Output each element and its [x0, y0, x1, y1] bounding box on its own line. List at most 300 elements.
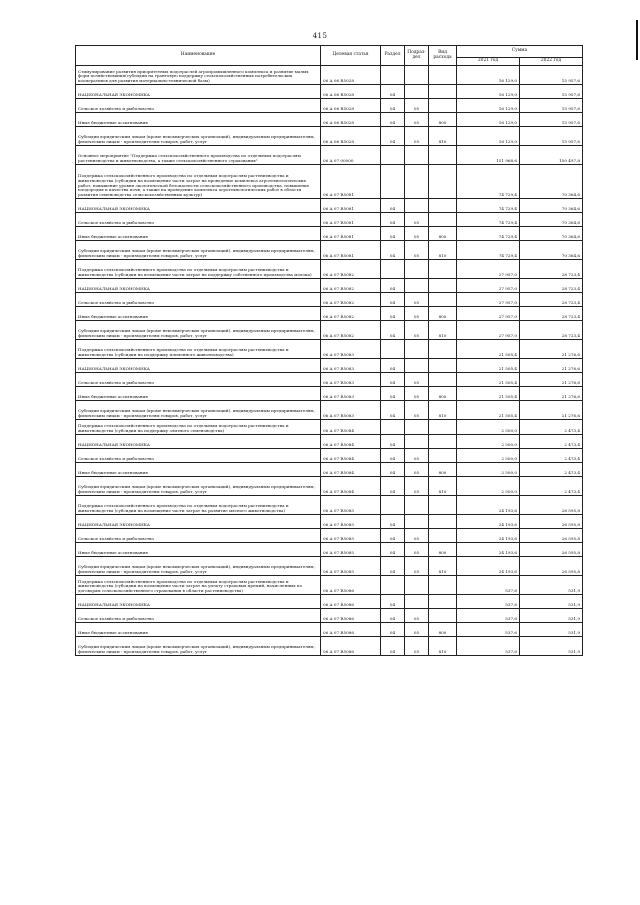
- cell-sum-2021: 16 129,0: [457, 85, 520, 99]
- cell-subsection: [405, 576, 429, 595]
- cell-expense-type: [429, 609, 457, 623]
- cell-name: Поддержка сельскохозяйственного производства по отдельным подотраслям растениеводства и животноводства (субсидии на поддержку племенного животноводства): [76, 340, 321, 359]
- cell-sum-2021: 537,6: [457, 623, 520, 637]
- cell-name: Иные бюджетные ассигнования: [76, 227, 321, 241]
- cell-sum-2022: 2 473,4: [520, 435, 583, 449]
- cell-subsection: 05: [405, 463, 429, 477]
- cell-name: Поддержка сельскохозяйственного производства по отдельным подотраслям растениеводства и животноводства (субсидии на возмещение части затрат на поддержку собственного производства молока): [76, 260, 321, 279]
- cell-sum-2021: 2 500,0: [457, 449, 520, 463]
- cell-subsection: [405, 595, 429, 609]
- table-row: [76, 576, 583, 595]
- cell-expense-type: 800: [429, 387, 457, 401]
- cell-name: Поддержка сельскохозяйственного производства по отдельным подотраслям растениеводства и животноводства (субсидии на возмещение части затрат на развитие мясного животноводства): [76, 496, 321, 515]
- cell-name: Субсидии юридическим лицам (кроме некоммерческих организаций), индивидуальным предпринимателям, физическим лицам - производителям товаров, работ, услуг: [76, 477, 321, 496]
- cell-target-code: 06 А 07 R5084: [321, 477, 381, 496]
- cell-sum-2021: 151 968,6: [457, 146, 520, 165]
- cell-sum-2022: 28 723,4: [520, 321, 583, 340]
- cell-expense-type: [429, 293, 457, 307]
- cell-expense-type: [429, 529, 457, 543]
- cell-sum-2021: 21 505,4: [457, 373, 520, 387]
- cell-subsection: 05: [405, 241, 429, 260]
- cell-subsection: 05: [405, 557, 429, 576]
- cell-expense-type: 810: [429, 401, 457, 420]
- cell-expense-type: [429, 435, 457, 449]
- table-row: [76, 113, 583, 127]
- cell-name: Основное мероприятие "Поддержка сельскохозяйственного производства по отдельным подотраслям растениеводства и животноводства, а также сельскохозяйственного страхования": [76, 146, 321, 165]
- cell-sum-2022: 15 957,6: [520, 99, 583, 113]
- cell-expense-type: [429, 449, 457, 463]
- cell-sum-2021: 16 129,0: [457, 66, 520, 85]
- cell-target-code: 06 А 06 R5028: [321, 113, 381, 127]
- cell-name: Иные бюджетные ассигнования: [76, 387, 321, 401]
- cell-sum-2022: 531,9: [520, 637, 583, 656]
- cell-sum-2021: 24 193,6: [457, 515, 520, 529]
- cell-target-code: 06 А 07 R5082: [321, 279, 381, 293]
- header-year-2021: 2021 год: [457, 58, 520, 66]
- cell-expense-type: 800: [429, 623, 457, 637]
- cell-section: 04: [381, 113, 405, 127]
- table-row: [76, 213, 583, 227]
- cell-sum-2022: 2 473,4: [520, 477, 583, 496]
- cell-sum-2021: 2 500,0: [457, 463, 520, 477]
- table-row: [76, 373, 583, 387]
- cell-sum-2021: 27 957,0: [457, 279, 520, 293]
- cell-sum-2022: 26 595,8: [520, 529, 583, 543]
- cell-subsection: 05: [405, 227, 429, 241]
- table-row: [76, 595, 583, 609]
- cell-section: 04: [381, 307, 405, 321]
- cell-name: НАЦИОНАЛЬНАЯ ЭКОНОМИКА: [76, 435, 321, 449]
- cell-target-code: 06 А 07 R5085: [321, 557, 381, 576]
- table-row: [76, 515, 583, 529]
- cell-sum-2022: 28 723,4: [520, 260, 583, 279]
- cell-section: 04: [381, 623, 405, 637]
- cell-sum-2022: 531,9: [520, 623, 583, 637]
- cell-target-code: 06 А 06 R5028: [321, 127, 381, 146]
- cell-expense-type: [429, 515, 457, 529]
- cell-expense-type: [429, 595, 457, 609]
- table-row: [76, 127, 583, 146]
- cell-section: [381, 420, 405, 435]
- cell-sum-2022: 21 276,6: [520, 387, 583, 401]
- cell-name: Сельское хозяйство и рыболовство: [76, 293, 321, 307]
- cell-section: 04: [381, 637, 405, 656]
- cell-sum-2021: 16 129,0: [457, 127, 520, 146]
- cell-sum-2022: 15 957,6: [520, 66, 583, 85]
- cell-section: 04: [381, 609, 405, 623]
- cell-name: Субсидии юридическим лицам (кроме некоммерческих организаций), индивидуальным предпринимателям, физическим лицам - производителям товаров, работ, услуг: [76, 637, 321, 656]
- table-row: [76, 279, 583, 293]
- cell-name: Иные бюджетные ассигнования: [76, 113, 321, 127]
- table-row: [76, 623, 583, 637]
- cell-subsection: 05: [405, 307, 429, 321]
- cell-target-code: 06 А 07 R5082: [321, 260, 381, 279]
- table-row: [76, 165, 583, 199]
- cell-name: Поддержка сельскохозяйственного производства по отдельным подотраслям растениеводства и животноводства (субсидии на поддержку элитного семеноводства): [76, 420, 321, 435]
- cell-subsection: 05: [405, 321, 429, 340]
- cell-target-code: 06 А 07 R5081: [321, 241, 381, 260]
- table-row: [76, 66, 583, 85]
- cell-expense-type: [429, 340, 457, 359]
- cell-target-code: 06 А 07 R5082: [321, 293, 381, 307]
- cell-sum-2021: 24 193,6: [457, 557, 520, 576]
- cell-section: [381, 496, 405, 515]
- cell-sum-2022: 531,9: [520, 576, 583, 595]
- cell-name: Субсидии юридическим лицам (кроме некоммерческих организаций), индивидуальным предпринимателям, физическим лицам - производителям товаров, работ, услуг: [76, 321, 321, 340]
- cell-subsection: [405, 85, 429, 99]
- cell-target-code: 06 А 07 R5081: [321, 199, 381, 213]
- cell-target-code: 06 А 07 R5084: [321, 449, 381, 463]
- cell-expense-type: [429, 85, 457, 99]
- cell-expense-type: 800: [429, 227, 457, 241]
- cell-expense-type: 800: [429, 307, 457, 321]
- cell-section: 04: [381, 213, 405, 227]
- cell-section: 04: [381, 321, 405, 340]
- cell-sum-2021: 21 505,4: [457, 340, 520, 359]
- cell-section: 04: [381, 435, 405, 449]
- table-body: [76, 66, 583, 656]
- cell-target-code: 06 А 07 R5086: [321, 637, 381, 656]
- table-row: [76, 199, 583, 213]
- table-row: [76, 557, 583, 576]
- cell-sum-2021: 24 193,6: [457, 496, 520, 515]
- cell-expense-type: [429, 496, 457, 515]
- cell-target-code: 06 А 07 R5081: [321, 213, 381, 227]
- cell-expense-type: [429, 576, 457, 595]
- cell-sum-2021: 21 505,4: [457, 387, 520, 401]
- cell-expense-type: [429, 260, 457, 279]
- cell-target-code: 06 А 07 R5085: [321, 543, 381, 557]
- cell-name: Стимулирование развития приоритетных подотраслей агропромышленного комплекса и развитие малых форм хозяйствования(субсидии на грантовую поддержку сельскохозяйственных потребительских кооперативов для развития материально-технической базы): [76, 66, 321, 85]
- cell-section: 04: [381, 595, 405, 609]
- cell-target-code: 06 А 06 R5028: [321, 66, 381, 85]
- cell-subsection: [405, 359, 429, 373]
- cell-name: Иные бюджетные ассигнования: [76, 463, 321, 477]
- cell-subsection: 05: [405, 449, 429, 463]
- cell-target-code: 06 А 07 R5083: [321, 340, 381, 359]
- cell-expense-type: 810: [429, 321, 457, 340]
- cell-name: Субсидии юридическим лицам (кроме некоммерческих организаций), индивидуальным предпринимателям, физическим лицам - производителям товаров, работ, услуг: [76, 401, 321, 420]
- cell-sum-2021: 24 193,6: [457, 529, 520, 543]
- cell-section: 04: [381, 543, 405, 557]
- table-row: [76, 477, 583, 496]
- cell-subsection: 05: [405, 213, 429, 227]
- cell-section: 04: [381, 227, 405, 241]
- cell-name: Сельское хозяйство и рыболовство: [76, 529, 321, 543]
- table-row: [76, 321, 583, 340]
- cell-sum-2021: 2 500,0: [457, 420, 520, 435]
- cell-expense-type: [429, 146, 457, 165]
- cell-sum-2021: 74 729,4: [457, 199, 520, 213]
- header-section: Раздел: [381, 46, 405, 66]
- cell-subsection: [405, 165, 429, 199]
- cell-expense-type: 810: [429, 557, 457, 576]
- cell-subsection: [405, 435, 429, 449]
- table-row: [76, 449, 583, 463]
- table-row: [76, 293, 583, 307]
- cell-subsection: 05: [405, 623, 429, 637]
- cell-sum-2022: 28 723,4: [520, 293, 583, 307]
- cell-name: НАЦИОНАЛЬНАЯ ЭКОНОМИКА: [76, 359, 321, 373]
- cell-sum-2021: 537,6: [457, 595, 520, 609]
- cell-section: [381, 146, 405, 165]
- cell-target-code: 06 А 07 R5082: [321, 307, 381, 321]
- cell-section: 04: [381, 529, 405, 543]
- cell-expense-type: [429, 66, 457, 85]
- cell-subsection: 05: [405, 543, 429, 557]
- cell-target-code: 06 А 07 R5083: [321, 387, 381, 401]
- cell-subsection: [405, 420, 429, 435]
- cell-name: НАЦИОНАЛЬНАЯ ЭКОНОМИКА: [76, 199, 321, 213]
- cell-target-code: 06 А 07 R5083: [321, 373, 381, 387]
- cell-sum-2022: 21 276,6: [520, 401, 583, 420]
- cell-expense-type: [429, 165, 457, 199]
- cell-sum-2022: 70 364,6: [520, 199, 583, 213]
- cell-sum-2022: 2 473,4: [520, 463, 583, 477]
- cell-sum-2022: 28 723,4: [520, 279, 583, 293]
- cell-section: 04: [381, 477, 405, 496]
- table-row: [76, 401, 583, 420]
- table-row: [76, 340, 583, 359]
- table-row: [76, 463, 583, 477]
- cell-name: Поддержка сельскохозяйственного производства по отдельным подотраслям растениеводства и животноводства (субсидии на возмещение части затрат на проведение комплекса агротехнологических работ, повышение уровня экологической безопасности сельскохозяйственного производства, повышение плодородия и качества почв, а также на проведение комплекса агротехнологических работ в области развития семеноводства сельскохозяйственных культур): [76, 165, 321, 199]
- cell-target-code: 06 А 07 R5081: [321, 165, 381, 199]
- cell-expense-type: [429, 420, 457, 435]
- cell-sum-2021: 27 957,0: [457, 321, 520, 340]
- cell-sum-2021: 21 505,4: [457, 401, 520, 420]
- cell-section: 04: [381, 241, 405, 260]
- cell-subsection: [405, 66, 429, 85]
- cell-target-code: 06 А 07 R5085: [321, 529, 381, 543]
- cell-name: НАЦИОНАЛЬНАЯ ЭКОНОМИКА: [76, 279, 321, 293]
- cell-expense-type: [429, 359, 457, 373]
- header-name: Наименование: [76, 46, 321, 66]
- table-row: [76, 387, 583, 401]
- cell-sum-2022: 531,9: [520, 595, 583, 609]
- cell-name: Сельское хозяйство и рыболовство: [76, 373, 321, 387]
- cell-section: [381, 165, 405, 199]
- cell-section: [381, 260, 405, 279]
- cell-name: Сельское хозяйство и рыболовство: [76, 213, 321, 227]
- cell-sum-2022: 15 957,6: [520, 127, 583, 146]
- cell-section: 04: [381, 515, 405, 529]
- cell-name: Сельское хозяйство и рыболовство: [76, 609, 321, 623]
- cell-subsection: 05: [405, 401, 429, 420]
- cell-name: Субсидии юридическим лицам (кроме некоммерческих организаций), индивидуальным предпринимателям, физическим лицам - производителям товаров, работ, услуг: [76, 557, 321, 576]
- cell-sum-2021: 537,6: [457, 576, 520, 595]
- cell-subsection: 05: [405, 529, 429, 543]
- cell-subsection: 05: [405, 113, 429, 127]
- cell-subsection: 05: [405, 477, 429, 496]
- cell-target-code: 06 А 07 R5086: [321, 609, 381, 623]
- cell-section: 04: [381, 293, 405, 307]
- cell-target-code: 06 А 07 R5084: [321, 463, 381, 477]
- cell-sum-2022: 70 364,6: [520, 213, 583, 227]
- cell-sum-2021: 2 500,0: [457, 435, 520, 449]
- cell-section: 04: [381, 463, 405, 477]
- cell-expense-type: 800: [429, 463, 457, 477]
- cell-subsection: [405, 199, 429, 213]
- cell-target-code: 06 А 07 R5086: [321, 595, 381, 609]
- cell-section: 04: [381, 99, 405, 113]
- cell-section: [381, 66, 405, 85]
- cell-subsection: 05: [405, 127, 429, 146]
- cell-section: 04: [381, 557, 405, 576]
- cell-subsection: [405, 496, 429, 515]
- cell-expense-type: [429, 373, 457, 387]
- cell-subsection: [405, 340, 429, 359]
- page-edge-mark: [636, 20, 638, 60]
- cell-expense-type: 810: [429, 127, 457, 146]
- cell-sum-2022: 15 957,6: [520, 85, 583, 99]
- cell-name: Сельское хозяйство и рыболовство: [76, 449, 321, 463]
- budget-table: [75, 45, 583, 656]
- cell-subsection: 05: [405, 373, 429, 387]
- cell-section: 04: [381, 373, 405, 387]
- cell-expense-type: [429, 199, 457, 213]
- header-sum: Сумма: [457, 46, 583, 58]
- cell-sum-2021: 21 505,4: [457, 359, 520, 373]
- cell-section: 04: [381, 199, 405, 213]
- table-row: [76, 609, 583, 623]
- cell-target-code: 06 А 07 R5085: [321, 515, 381, 529]
- page-number: 415: [312, 32, 328, 40]
- table-row: [76, 307, 583, 321]
- cell-sum-2022: 28 723,4: [520, 307, 583, 321]
- cell-target-code: 06 А 07 R5084: [321, 420, 381, 435]
- cell-expense-type: 800: [429, 543, 457, 557]
- table-row: [76, 85, 583, 99]
- cell-sum-2022: 70 364,6: [520, 165, 583, 199]
- cell-sum-2022: 21 276,6: [520, 340, 583, 359]
- table-row: [76, 543, 583, 557]
- cell-sum-2021: 2 500,0: [457, 477, 520, 496]
- cell-sum-2022: 21 276,6: [520, 359, 583, 373]
- cell-section: 04: [381, 401, 405, 420]
- cell-section: 04: [381, 387, 405, 401]
- cell-sum-2022: 150 497,8: [520, 146, 583, 165]
- cell-sum-2022: 26 595,8: [520, 557, 583, 576]
- cell-name: Субсидии юридическим лицам (кроме некоммерческих организаций), индивидуальным предпринимателям, физическим лицам - производителям товаров, работ, услуг: [76, 241, 321, 260]
- cell-subsection: 05: [405, 293, 429, 307]
- cell-sum-2021: 74 729,4: [457, 165, 520, 199]
- cell-sum-2022: 21 276,6: [520, 373, 583, 387]
- cell-sum-2021: 24 193,6: [457, 543, 520, 557]
- cell-section: [381, 576, 405, 595]
- table-row: [76, 227, 583, 241]
- cell-name: Иные бюджетные ассигнования: [76, 623, 321, 637]
- header-expense: Вид расхода: [429, 46, 457, 66]
- cell-subsection: 05: [405, 99, 429, 113]
- cell-subsection: [405, 260, 429, 279]
- cell-target-code: 06 А 07 R5081: [321, 227, 381, 241]
- cell-name: Иные бюджетные ассигнования: [76, 307, 321, 321]
- table-row: [76, 637, 583, 656]
- table-row: [76, 99, 583, 113]
- cell-target-code: 06 А 07 R5082: [321, 321, 381, 340]
- cell-expense-type: 810: [429, 241, 457, 260]
- cell-sum-2021: 74 729,4: [457, 241, 520, 260]
- cell-sum-2022: 531,9: [520, 609, 583, 623]
- table-row: [76, 241, 583, 260]
- cell-expense-type: 810: [429, 637, 457, 656]
- cell-subsection: [405, 515, 429, 529]
- cell-name: Сельское хозяйство и рыболовство: [76, 99, 321, 113]
- cell-sum-2022: 15 957,6: [520, 113, 583, 127]
- cell-sum-2022: 26 595,8: [520, 496, 583, 515]
- cell-sum-2021: 27 957,0: [457, 307, 520, 321]
- cell-sum-2021: 74 729,4: [457, 213, 520, 227]
- table-row: [76, 146, 583, 165]
- cell-sum-2021: 27 957,0: [457, 293, 520, 307]
- cell-expense-type: [429, 279, 457, 293]
- cell-name: НАЦИОНАЛЬНАЯ ЭКОНОМИКА: [76, 85, 321, 99]
- cell-sum-2021: 27 957,0: [457, 260, 520, 279]
- cell-sum-2022: 26 595,8: [520, 543, 583, 557]
- cell-sum-2022: 26 595,8: [520, 515, 583, 529]
- cell-section: 04: [381, 127, 405, 146]
- cell-name: Иные бюджетные ассигнования: [76, 543, 321, 557]
- cell-target-code: 06 А 06 R5028: [321, 85, 381, 99]
- cell-section: 04: [381, 449, 405, 463]
- cell-sum-2021: 16 129,0: [457, 113, 520, 127]
- cell-target-code: 06 А 07 R5085: [321, 496, 381, 515]
- cell-subsection: 05: [405, 637, 429, 656]
- table-row: [76, 359, 583, 373]
- table-row: [76, 529, 583, 543]
- cell-sum-2021: 537,6: [457, 609, 520, 623]
- cell-target-code: 06 А 07 R5086: [321, 576, 381, 595]
- table-row: [76, 496, 583, 515]
- cell-expense-type: [429, 213, 457, 227]
- cell-subsection: [405, 146, 429, 165]
- cell-subsection: [405, 279, 429, 293]
- cell-target-code: 06 А 07 R5083: [321, 401, 381, 420]
- cell-expense-type: [429, 99, 457, 113]
- table-row: [76, 260, 583, 279]
- cell-sum-2022: 70 364,6: [520, 227, 583, 241]
- cell-section: 04: [381, 85, 405, 99]
- cell-section: 04: [381, 359, 405, 373]
- table-row: [76, 420, 583, 435]
- cell-sum-2021: 537,6: [457, 637, 520, 656]
- cell-name: Поддержка сельскохозяйственного производства по отдельным подотраслям растениеводства и животноводства (субсидии на возмещение части затрат на уплату страховых премий, начисленных по договорам сельскохозяйственного страхования в области растениеводства): [76, 576, 321, 595]
- cell-sum-2022: 2 473,4: [520, 420, 583, 435]
- cell-sum-2022: 2 473,4: [520, 449, 583, 463]
- cell-subsection: 05: [405, 609, 429, 623]
- cell-sum-2021: 74 729,4: [457, 227, 520, 241]
- cell-target-code: 06 А 06 R5028: [321, 99, 381, 113]
- cell-sum-2021: 16 129,0: [457, 99, 520, 113]
- cell-target-code: 06 А 07 R5084: [321, 435, 381, 449]
- header-subsection: Подраз-дел: [405, 46, 429, 66]
- cell-section: 04: [381, 279, 405, 293]
- cell-section: [381, 340, 405, 359]
- cell-expense-type: 800: [429, 113, 457, 127]
- cell-expense-type: 810: [429, 477, 457, 496]
- header-code: Целевая статья: [321, 46, 381, 66]
- cell-target-code: 06 А 07 R5083: [321, 359, 381, 373]
- cell-subsection: 05: [405, 387, 429, 401]
- table-row: [76, 435, 583, 449]
- cell-sum-2022: 70 364,6: [520, 241, 583, 260]
- cell-name: Субсидии юридическим лицам (кроме некоммерческих организаций), индивидуальным предпринимателям, физическим лицам - производителям товаров, работ, услуг: [76, 127, 321, 146]
- cell-name: НАЦИОНАЛЬНАЯ ЭКОНОМИКА: [76, 515, 321, 529]
- cell-target-code: 06 А 07 R5086: [321, 623, 381, 637]
- cell-name: НАЦИОНАЛЬНАЯ ЭКОНОМИКА: [76, 595, 321, 609]
- cell-target-code: 06 А 07 00000: [321, 146, 381, 165]
- header-year-2022: 2022 год: [520, 58, 583, 66]
